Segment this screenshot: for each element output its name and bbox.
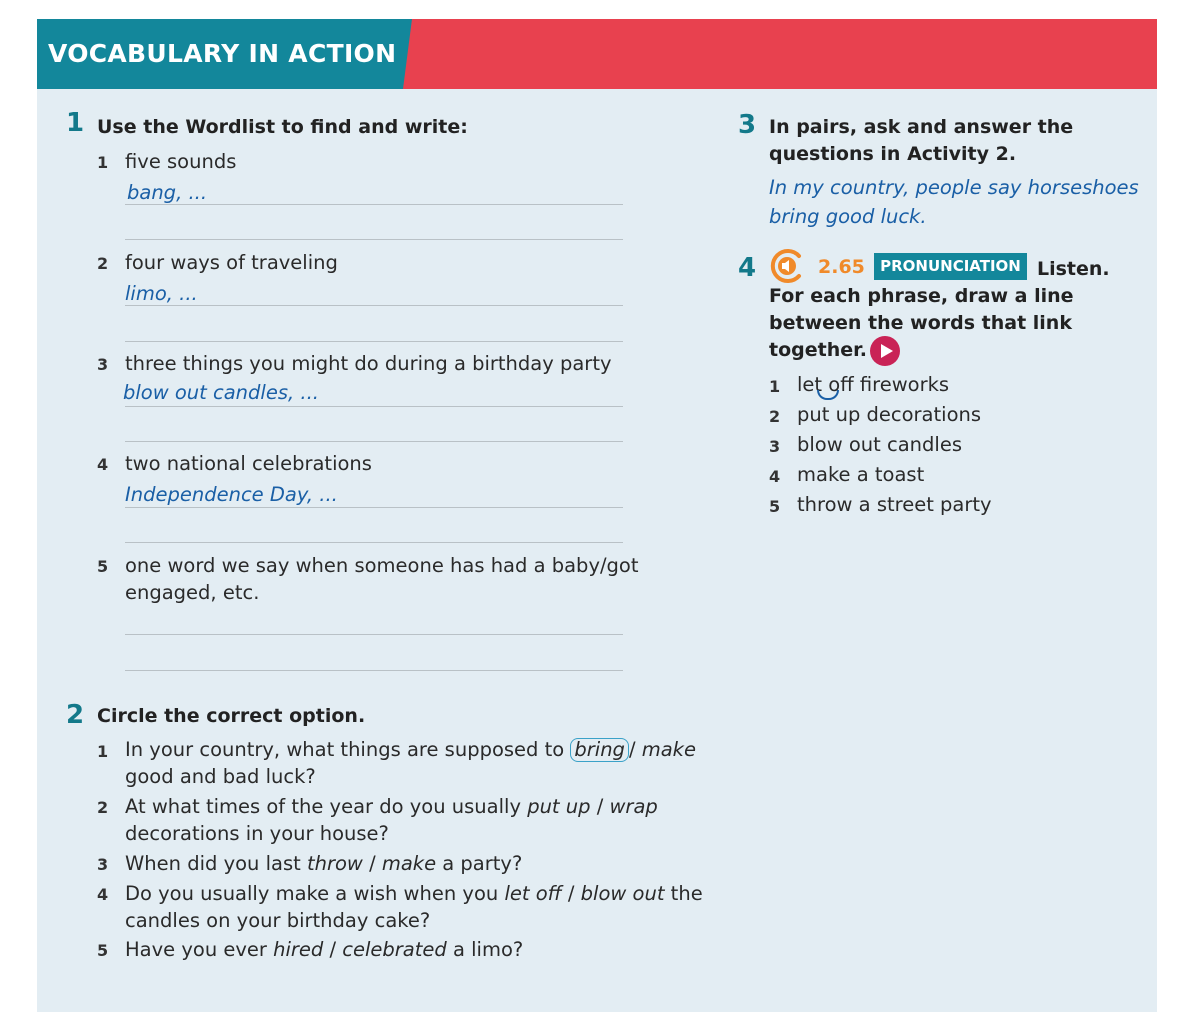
ex1-item-4-text: two national celebrations: [125, 452, 372, 475]
answer-line[interactable]: [125, 239, 623, 240]
ex2-item-5-option-b[interactable]: celebrated: [342, 938, 447, 961]
ex2-item-2-text-line2: decorations in your house?: [125, 822, 389, 845]
ex1-item-5-text: one word we say when someone has had a baby/got: [125, 554, 639, 577]
ex4-item-5-number: 5: [769, 497, 781, 516]
option-separator: /: [362, 852, 382, 875]
exercise-4-line1: For each phrase, draw a line: [769, 285, 1074, 307]
ex2-item-1-text-line2: good and bad luck?: [125, 765, 316, 788]
ex2-item-2-option-a[interactable]: put up: [527, 795, 591, 818]
ex2-item-4-option-b[interactable]: blow out: [580, 882, 665, 905]
answer-line[interactable]: [125, 670, 623, 671]
exercise-1-instruction: Use the Wordlist to find and write:: [97, 116, 468, 138]
ex2-item-2: [125, 795, 658, 818]
option-separator: /: [323, 938, 343, 961]
ex4-item-1-number: 1: [769, 377, 781, 396]
ex1-item-3-answer: blow out candles, ...: [123, 381, 319, 404]
ex1-item-3-text: three things you might do during a birthday party: [125, 352, 612, 375]
exercise-3-number: 3: [738, 110, 757, 140]
ex2-item-1: [125, 738, 696, 762]
ex2-item-1-text: In your country, what things are supposed to: [125, 738, 571, 761]
audio-icon[interactable]: [769, 248, 805, 288]
section-title: VOCABULARY IN ACTION: [48, 39, 397, 68]
ex1-item-1-number: 1: [97, 153, 109, 172]
exercise-4-line3: together.: [769, 339, 867, 361]
ex4-item-4-number: 4: [769, 467, 781, 486]
exercise-2-number: 2: [66, 700, 85, 730]
ex4-item-2-text: put up decorations: [797, 403, 982, 426]
ex1-item-2-answer: limo, ...: [125, 282, 198, 305]
exercise-4-listen: Listen.: [1037, 258, 1110, 280]
ex2-item-4-text-end: the: [664, 882, 703, 905]
ex1-item-2-number: 2: [97, 254, 109, 273]
option-separator: /: [590, 795, 610, 818]
answer-line[interactable]: [125, 305, 623, 306]
ex1-item-1-answer: bang, ...: [127, 181, 208, 204]
ex2-item-3-number: 3: [97, 855, 109, 874]
option-separator: /: [561, 882, 581, 905]
ex2-item-4-text: Do you usually make a wish when you: [125, 882, 505, 905]
answer-line[interactable]: [125, 634, 623, 635]
ex2-item-5-text: Have you ever: [125, 938, 274, 961]
answer-line[interactable]: [125, 507, 623, 508]
answer-line[interactable]: [125, 341, 623, 342]
exercise-4-line2: between the words that link: [769, 312, 1072, 334]
ex4-item-3-text: blow out candles: [797, 433, 962, 456]
pronunciation-badge: PRONUNCIATION: [874, 253, 1027, 280]
ex1-item-4-answer: Independence Day, ...: [125, 483, 338, 506]
ex4-item-3-number: 3: [769, 437, 781, 456]
option-separator: /: [628, 738, 642, 761]
ex2-item-4-option-a[interactable]: let off: [504, 882, 562, 905]
answer-line[interactable]: [125, 204, 623, 205]
exercise-3-example-line2: bring good luck.: [769, 205, 927, 228]
exercise-1-number: 1: [66, 108, 85, 138]
ex4-item-5-text: throw a street party: [797, 493, 992, 516]
ex2-item-1-option-a-circled[interactable]: bring: [570, 738, 629, 762]
ex2-item-2-number: 2: [97, 798, 109, 817]
ex1-item-4-number: 4: [97, 455, 109, 474]
ex1-item-5-number: 5: [97, 557, 109, 576]
ex2-item-1-option-b[interactable]: make: [641, 738, 696, 761]
ex1-item-2-text: four ways of traveling: [125, 251, 338, 274]
ex1-item-5-text-line2: engaged, etc.: [125, 581, 260, 604]
ex2-item-5-text-end: a limo?: [446, 938, 524, 961]
ex2-item-3-text-end: a party?: [436, 852, 523, 875]
audio-track-number: 2.65: [818, 256, 865, 278]
ex2-item-4-text-line2: candles on your birthday cake?: [125, 909, 431, 932]
play-icon[interactable]: [870, 336, 900, 366]
exercise-2-instruction: Circle the correct option.: [97, 705, 366, 727]
answer-line[interactable]: [125, 542, 623, 543]
ex1-item-3-number: 3: [97, 355, 109, 374]
exercise-3-line2: questions in Activity 2.: [769, 143, 1017, 165]
ex4-item-4-text: make a toast: [797, 463, 925, 486]
ex2-item-2-text: At what times of the year do you usually: [125, 795, 528, 818]
ex4-item-1-text: let off fireworks: [797, 373, 950, 396]
exercise-3-line1: In pairs, ask and answer the: [769, 116, 1074, 138]
ex1-item-1-text: five sounds: [125, 150, 237, 173]
ex2-item-3: [125, 852, 522, 875]
answer-line[interactable]: [125, 406, 623, 407]
ex2-item-4-number: 4: [97, 885, 109, 904]
ex2-item-2-option-b[interactable]: wrap: [609, 795, 658, 818]
exercise-3-example-line1: In my country, people say horseshoes: [769, 176, 1139, 199]
ex2-item-5-number: 5: [97, 941, 109, 960]
ex2-item-5: [125, 938, 523, 961]
ex2-item-4: [125, 882, 703, 905]
answer-line[interactable]: [125, 441, 623, 442]
ex2-item-3-option-b[interactable]: make: [381, 852, 437, 875]
exercise-4-number: 4: [738, 253, 757, 283]
ex2-item-3-option-a[interactable]: throw: [306, 852, 363, 875]
ex2-item-5-option-a[interactable]: hired: [273, 938, 324, 961]
ex2-item-3-text: When did you last: [125, 852, 307, 875]
ex2-item-1-number: 1: [97, 742, 109, 761]
ex4-item-2-number: 2: [769, 407, 781, 426]
